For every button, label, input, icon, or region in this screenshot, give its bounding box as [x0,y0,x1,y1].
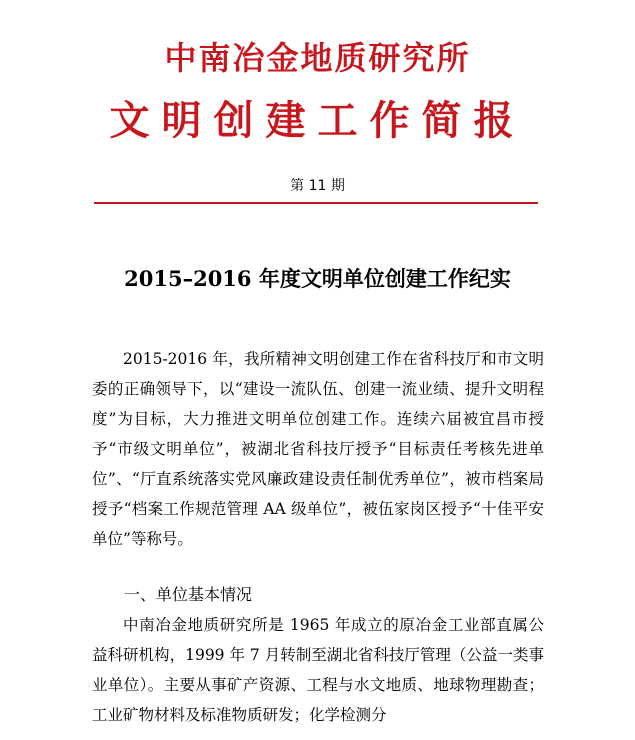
bulletin-title: 文明创建工作简报 [109,97,526,144]
issue-number: 第 11 期 [290,178,345,194]
org-name: 中南冶金地质研究所 [164,39,471,77]
section-heading: 一、单位基本情况 [124,585,253,604]
intro-paragraph: 2015-2016 年，我所精神文明创建工作在省科技厅和市文明委的正确领导下，以“建设一流队伍、创建一流业绩、提升文明程度”为目标，大力推进文明单位创建工作。连续六届被宜昌市授予“市级文明单位”，被湖北省科技厅授予“目标责任考核先进单位”、“厅直系统落实党风廉政建设责任制优秀单位”，被市档案局授予“档案工作规范管理 AA 级单位”，被伍家岗区授予“十佳平安单位”等称号。 [92,350,544,548]
header-divider [94,202,538,204]
article-title: 2015–2016 年度文明单位创建工作纪实 [124,266,511,291]
section-paragraph: 中南冶金地质研究所是 1965 年成立的原冶金工业部直属公益科研机构，1999 年 7 月转制至湖北省科技厅管理（公益一类事业单位）。主要从事矿产资源、工程与水文地质、地球物理勘查；工业矿物材料及标准物质研发；化学检测分 [92,616,544,724]
